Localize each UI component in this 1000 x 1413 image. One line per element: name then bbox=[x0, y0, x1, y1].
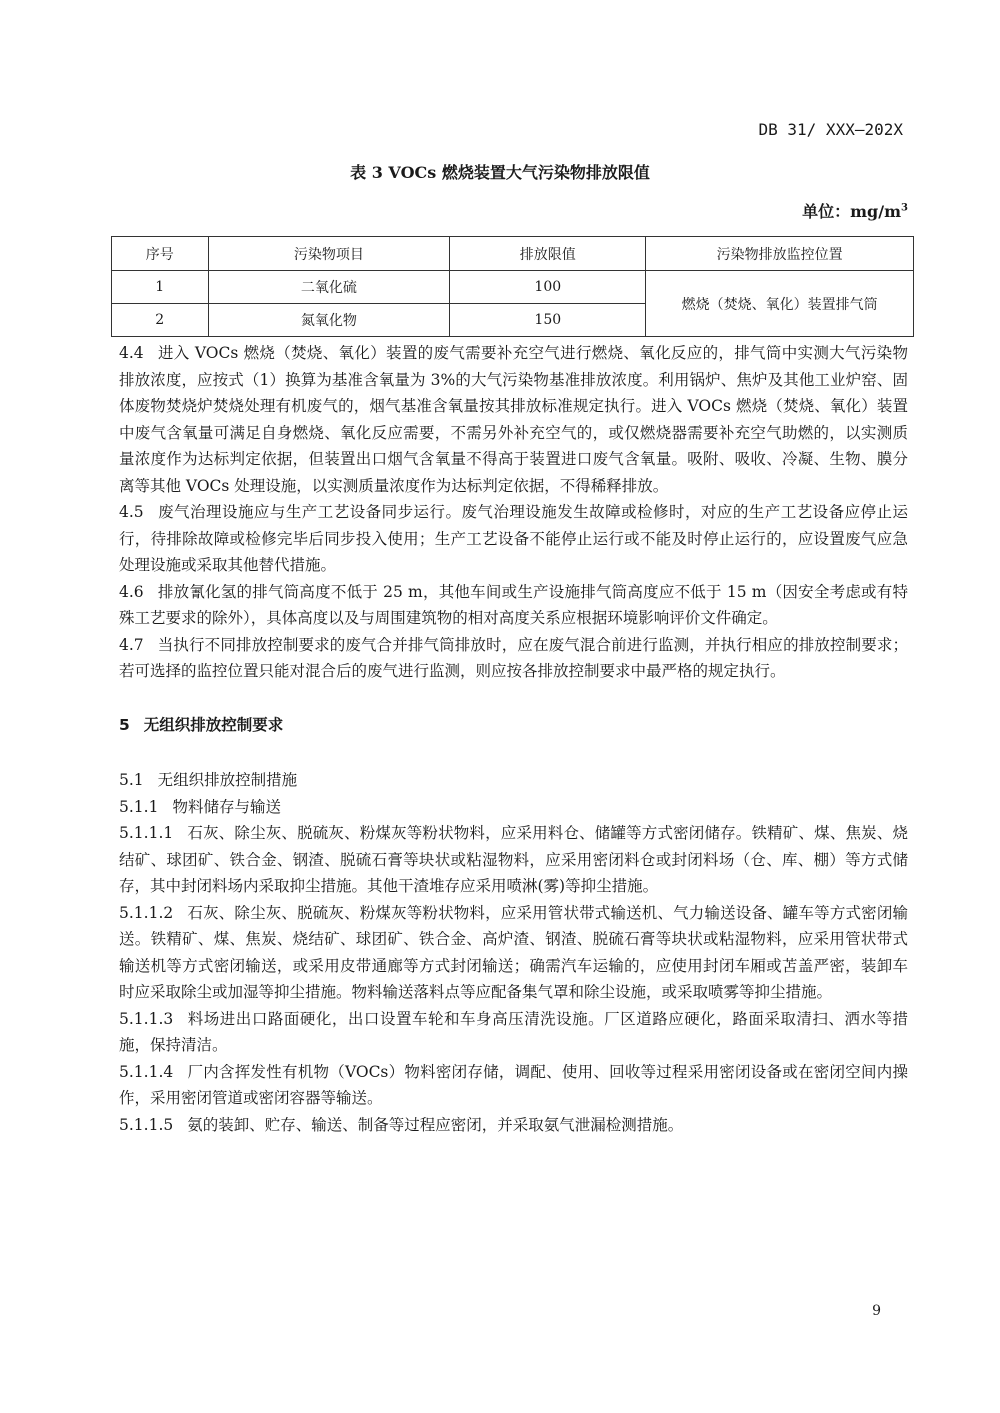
clause-number: 5.1.1.2 bbox=[119, 903, 174, 922]
page-number: 9 bbox=[872, 1303, 881, 1319]
section-5-heading bbox=[119, 712, 908, 739]
clause-number: 5.1.1.5 bbox=[119, 1115, 174, 1134]
clause-text: 进入 VOCs 燃烧（焚烧、氧化）装置的废气需要补充空气进行燃烧、氧化反应的，排气筒中实测大气污染物排放浓度，应按式（1）换算为基准含氧量为 3%的大气污染物基准排放浓度。利用锅炉、焦炉及其他工业炉窑、固体废物焚烧炉焚烧处理有机废气的，烟气基准含氧量按其排放标准规定执行。进入 VOCs 燃烧（焚烧、氧化）装置中废气含氧量可满足自身燃烧、氧化反应需要，不需另外补充空气的，或仅燃烧器需要补充空气助燃的，以实测质量浓度作为达标判定依据，但装置出口烟气含氧量不得高于装置进口废气含氧量。吸附、吸收、冷凝、生物、膜分离等其他 VOCs 处理设施，以实测质量浓度作为达标判定依据，不得稀释排放。 bbox=[119, 344, 908, 495]
clause-number: 5.1.1.1 bbox=[119, 824, 174, 842]
clause-text: 石灰、除尘灰、脱硫灰、粉煤灰等粉状物料，应采用料仓、储罐等方式密闭储存。铁精矿、煤、焦炭、烧结矿、球团矿、铁合金、钢渣、脱硫石膏等块状或粘湿物料，应采用密闭料仓或封闭料场（仓、库、棚）等方式储存，其中封闭料场内采取抑尘措施。其他干渣堆存应采用喷淋(雾)等抑尘措施。 bbox=[119, 824, 908, 895]
header-location: 污染物排放监控位置 bbox=[646, 237, 914, 271]
clause-text: 石灰、除尘灰、脱硫灰、粉煤灰等粉状物料，应采用管状带式输送机、气力输送设备、罐车等方式密闭输送。铁精矿、煤、焦炭、烧结矿、球团矿、铁合金、高炉渣、钢渣、脱硫石膏等块状或粘湿物料，应采用管状带式输送机等方式密闭输送，或采用皮带通廊等方式封闭输送；确需汽车运输的，应使用封闭车厢或苫盖严密，装卸车时应采取除尘或加湿等抑尘措施。物料输送落料点等应配备集气罩和除尘设施，或采取喷雾等抑尘措施。 bbox=[119, 903, 908, 1001]
clause-number: 4.4 bbox=[119, 344, 144, 362]
subsection-5-1-heading bbox=[119, 767, 908, 794]
clause-number: 4.5 bbox=[119, 503, 144, 521]
subsection-number: 5.1.1 bbox=[119, 797, 159, 816]
clause-4-4 bbox=[119, 340, 908, 499]
clause-number: 5.1.1.3 bbox=[119, 1009, 174, 1028]
header-item: 污染物项目 bbox=[208, 237, 450, 271]
clause-text: 厂内含挥发性有机物（VOCs）物料密闭存储，调配、使用、回收等过程采用密闭设备或在密闭空间内操作，采用密闭管道或密闭容器等输送。 bbox=[119, 1062, 908, 1107]
clause-text: 氨的装卸、贮存、输送、制备等过程应密闭，并采取氨气泄漏检测措施。 bbox=[187, 1115, 684, 1134]
row-limit: 150 bbox=[450, 304, 646, 337]
subsection-5-1-1-heading bbox=[119, 794, 908, 821]
section-title: 无组织排放控制要求 bbox=[143, 715, 284, 734]
clause-text: 当执行不同排放控制要求的废气合并排气筒排放时，应在废气混合前进行监测，并执行相应的排放控制要求；若可选择的监控位置只能对混合后的废气进行监测，则应按各排放控制要求中最严格的规定执行。 bbox=[119, 635, 908, 680]
subsection-title: 无组织排放控制措施 bbox=[157, 771, 298, 789]
clause-5-1-1-5 bbox=[119, 1112, 908, 1139]
subsection-title: 物料储存与输送 bbox=[172, 797, 281, 816]
clause-number: 4.7 bbox=[119, 635, 144, 654]
unit-prefix: 单位：mg/m bbox=[802, 202, 902, 221]
clause-number: 4.6 bbox=[119, 582, 144, 601]
row-no: 2 bbox=[112, 304, 209, 337]
clause-5-1-1-1 bbox=[119, 820, 908, 900]
unit-label bbox=[802, 199, 908, 222]
body-text bbox=[119, 340, 908, 1138]
clause-text: 料场进出口路面硬化，出口设置车轮和车身高压清洗设施。厂区道路应硬化，路面采取清扫、洒水等措施，保持清洁。 bbox=[119, 1009, 908, 1054]
document-code: DB 31/ XXX—202X bbox=[758, 120, 903, 139]
table-header-row bbox=[112, 237, 914, 271]
row-item: 氮氧化物 bbox=[208, 304, 450, 337]
table-title: 表 3 VOCs 燃烧装置大气污染物排放限值 bbox=[350, 163, 650, 182]
clause-text: 废气治理设施应与生产工艺设备同步运行。废气治理设施发生故障或检修时，对应的生产工艺设备应停止运行，待排除故障或检修完毕后同步投入使用；生产工艺设备不能停止运行或不能及时停止运行的，应设置废气应急处理设施或采取其他替代措施。 bbox=[119, 503, 908, 574]
clause-5-1-1-2 bbox=[119, 900, 908, 1006]
clause-4-5 bbox=[119, 499, 908, 579]
emission-limits-table bbox=[111, 236, 914, 337]
row-item: 二氧化硫 bbox=[208, 271, 450, 304]
clause-text: 排放氰化氢的排气筒高度不低于 25 m，其他车间或生产设施排气筒高度应不低于 15 m（因安全考虑或有特殊工艺要求的除外），具体高度以及与周围建筑物的相对高度关系应根据环境影响评价文件确定。 bbox=[119, 582, 908, 627]
header-limit: 排放限值 bbox=[450, 237, 646, 271]
subsection-number: 5.1 bbox=[119, 771, 144, 789]
clause-4-6 bbox=[119, 579, 908, 632]
row-no: 1 bbox=[112, 271, 209, 304]
row-limit: 100 bbox=[450, 271, 646, 304]
clause-5-1-1-4 bbox=[119, 1059, 908, 1112]
clause-number: 5.1.1.4 bbox=[119, 1062, 174, 1081]
section-number: 5 bbox=[119, 715, 130, 734]
unit-superscript: 3 bbox=[901, 202, 908, 214]
table-row bbox=[112, 271, 914, 304]
clause-5-1-1-3 bbox=[119, 1006, 908, 1059]
clause-4-7 bbox=[119, 632, 908, 685]
monitoring-location: 燃烧（焚烧、氧化）装置排气筒 bbox=[646, 271, 914, 337]
header-no: 序号 bbox=[112, 237, 209, 271]
